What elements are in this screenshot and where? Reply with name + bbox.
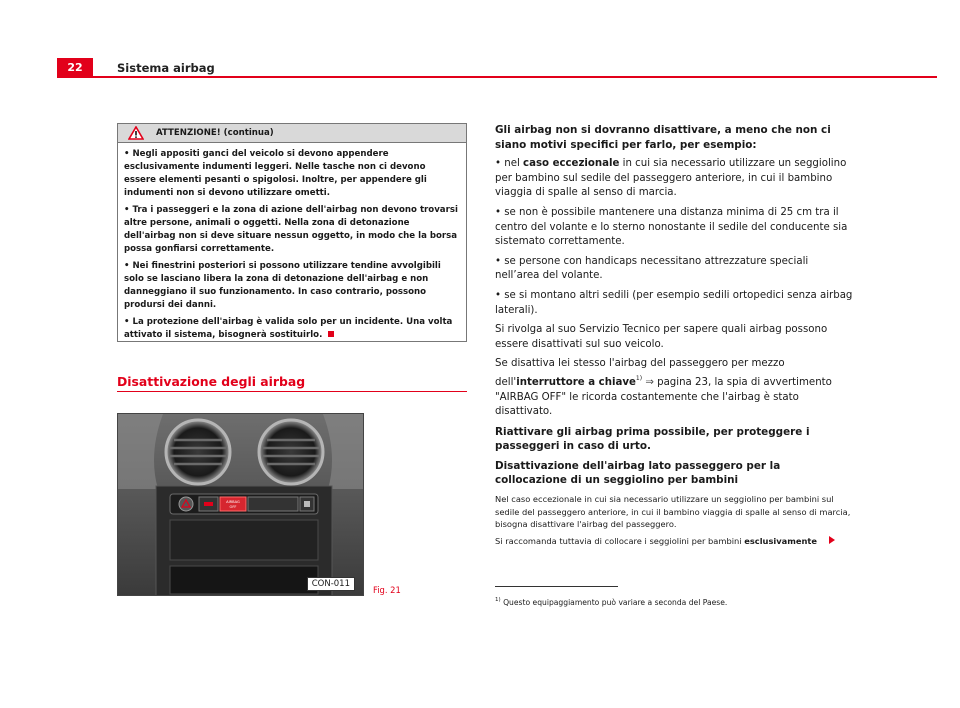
paragraph-exceptional-case: Nel caso eccezionale in cui sia necessario utilizzare un seggiolino per bambini sul sedile del passeggero anteriore, in cui il bambino viaggia di spalle al senso di marcia, bisogna disattivare l'airbag del passeggero. (495, 494, 851, 530)
footnote-mark: 1) (495, 597, 501, 603)
heading-passenger-airbag: Disattivazione dell'airbag lato passeggero per la collocazione di un seggiolino per bambini (495, 459, 781, 487)
dashboard-illustration (118, 414, 364, 596)
warning-box (117, 123, 467, 342)
bullet-handicap: • se persone con handicaps necessitano attrezzature speciali nell’area del volante. (495, 255, 809, 282)
paragraph-recommendation (495, 535, 855, 548)
right-air-vent (259, 420, 323, 484)
cross-reference-arrow-icon: ⇒ (645, 376, 654, 388)
page-header-title: Sistema airbag (117, 61, 215, 75)
bullet-distance: • se non è possibile mantenere una distanza minima di 25 cm tra il centro del volante e lo sterno nonostante il sedile del conducente sia sistemato correttamente. (495, 206, 848, 248)
warning-item-3: • Nei finestrini posteriori si possono utilizzare tendine avvolgibili solo se lasciano libera la zona di detonazione dell'airbag e non danneggiano il suo funzionamento. In caso contrario, possono prodursi dei danni. (124, 261, 441, 310)
warning-heading: ATTENZIONE! (continua) (156, 128, 274, 138)
warning-item-2: • Tra i passeggeri e la zona di azione dell'airbag non devono trovarsi altre persone, animali o oggetti. Nella zona di detonazione dell'airbag non si deve situare nessun oggetto, in modo che la borsa possa gonfiarsi correttamente. (124, 205, 458, 254)
warning-item-4 (124, 316, 460, 342)
heading-deactivation-reasons: Gli airbag non si dovranno disattivare, a meno che non ci siano motivi specifici per farlo, per esempio: (495, 124, 831, 151)
paragraph-service: Si rivolga al suo Servizio Tecnico per sapere quali airbag possono essere disattivati sul suo veicolo. (495, 324, 828, 350)
warning-body (118, 143, 466, 342)
warning-header (118, 124, 466, 143)
figure-code: CON-011 (307, 577, 355, 591)
footnote (495, 595, 727, 608)
footnote-rule (495, 586, 618, 587)
bullet-child-seat-pre: • nel (495, 158, 524, 170)
footnote-text: Questo equipaggiamento può variare a seconda del Paese. (503, 598, 728, 607)
bullet-child-seat (495, 157, 855, 201)
warning-item-1: • Negli appositi ganci del veicolo si devono appendere esclusivamente indumenti leggeri. Nelle tasche non ci devono essere elementi pesanti o spigolosi. Inoltre, per appendere gli indumenti non si devono utilizzare ometti. (124, 149, 427, 198)
section-title: Disattivazione degli airbag (117, 374, 306, 389)
key-switch-pre: Se disattiva lei stesso l'airbag del passeggero per mezzo dell' (495, 358, 785, 388)
bullet-other-seats: • se si montano altri sedili (per esempio sedili ortopedici senza airbag laterali). (495, 289, 853, 316)
recommendation-bold: esclusivamente (744, 535, 818, 546)
continue-arrow-icon (829, 536, 835, 544)
warning-triangle-icon (128, 126, 144, 140)
bullet-child-seat-bold: caso eccezionale (523, 158, 620, 170)
key-switch-post: pagina 23, la spia di avvertimento "AIRBAG OFF" le ricorda costantemente che l'airbag è stato disattivato. (495, 376, 832, 418)
dashboard-figure (117, 413, 364, 596)
page-number: 22 (57, 58, 93, 78)
left-air-vent (166, 420, 230, 484)
warning-item-4-text: • La protezione dell'airbag è valida solo per un incidente. Una volta attivato il sistema, bisognerà sostituirlo. (124, 317, 453, 340)
paragraph-key-switch (495, 357, 855, 419)
end-of-section-icon (328, 331, 334, 337)
key-switch-bold: interruttore a chiave (516, 376, 636, 388)
airbag-off-lamp-label-1: AIRBAG (226, 500, 240, 504)
bullet-child-seat-post: in cui sia necessario utilizzare un seggiolino per bambino sul sedile del passeggero anteriore, in cui il bambino viaggia di spalle al senso di marcia. (495, 158, 847, 199)
figure-caption: Fig. 21 (373, 585, 401, 595)
airbag-off-lamp-label-2: OFF (229, 505, 237, 509)
right-column (495, 123, 855, 551)
recommendation-pre: Si raccomanda tuttavia di collocare i seggiolini per bambini (495, 535, 745, 546)
section-rule (117, 391, 467, 392)
heading-reactivate: Riattivare gli airbag prima possibile, per proteggere i passeggeri in caso di urto. (495, 425, 810, 453)
header-rule (93, 76, 937, 78)
footnote-ref: 1) (635, 374, 643, 382)
